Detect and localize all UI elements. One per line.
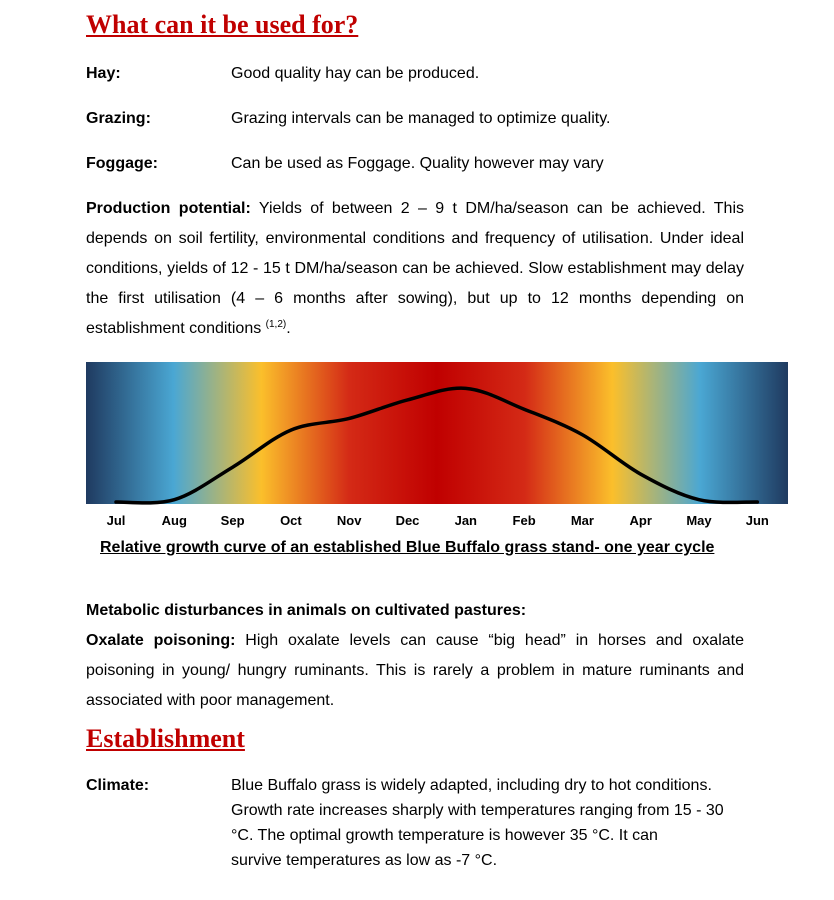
x-tick-label-aug: Aug: [161, 513, 187, 528]
climate-line: °C. The optimal growth temperature is however 35 °C. It can: [231, 827, 658, 844]
section-title-uses: What can it be used for?: [86, 10, 359, 39]
x-tick-label-oct: Oct: [280, 513, 302, 528]
use-label: Hay:: [86, 65, 121, 82]
x-tick-label-apr: Apr: [629, 513, 652, 528]
production-reference: (1,2): [265, 319, 287, 330]
production-text: Yields of between 2 – 9 t DM/ha/season can be achieved. This depends on soil fertility, environmental conditions and frequency of utilisation. Under ideal conditions, yields of 12 - 15 t DM/ha/season can be achieved. Slow establishment may delay the first utilisation (4 – 6 months after sowing), but up to 12 months depending on establishment conditions: [86, 200, 745, 337]
oxalate-text: High oxalate levels can cause “big head” in horses and oxalate poisoning in young/ hungry ruminants. This is rarely a problem in mature ruminants and associated with poor management.: [86, 632, 744, 709]
use-text: Grazing intervals can be managed to optimize quality.: [231, 110, 611, 127]
chart-caption: Relative growth curve of an established Blue Buffalo grass stand- one year cycle: [100, 539, 715, 556]
use-label: Foggage:: [86, 155, 158, 172]
oxalate-label: Oxalate poisoning:: [86, 632, 236, 649]
metabolic-heading: Metabolic disturbances in animals on cultivated pastures:: [86, 602, 527, 619]
production-potential-paragraph: [86, 194, 744, 344]
climate-label: Climate:: [86, 777, 150, 794]
x-tick-label-nov: Nov: [336, 513, 362, 528]
oxalate-paragraph: [86, 626, 744, 716]
x-tick-label-jun: Jun: [745, 513, 769, 528]
growth-curve-chart: [86, 362, 788, 534]
x-tick-label-jan: Jan: [454, 513, 478, 528]
climate-line: Growth rate increases sharply with temperatures ranging from 15 - 30: [231, 802, 724, 819]
x-tick-label-sep: Sep: [220, 513, 245, 528]
chart-background: [86, 362, 788, 504]
climate-line: Blue Buffalo grass is widely adapted, including dry to hot conditions.: [231, 777, 712, 794]
climate-line: survive temperatures as low as -7 °C.: [231, 852, 498, 869]
climate-text: [231, 776, 791, 876]
x-tick-label-jul: Jul: [106, 513, 126, 528]
x-tick-label-dec: Dec: [395, 513, 420, 528]
production-end: .: [286, 320, 291, 337]
production-label: Production potential:: [86, 200, 251, 217]
x-tick-label-may: May: [686, 513, 712, 528]
x-tick-label-mar: Mar: [570, 513, 594, 528]
use-text: Good quality hay can be produced.: [231, 65, 480, 82]
section-title-establishment: Establishment: [86, 724, 245, 753]
use-text: Can be used as Foggage. Quality however may vary: [231, 155, 604, 172]
use-label: Grazing:: [86, 110, 151, 127]
x-tick-label-feb: Feb: [512, 513, 536, 528]
